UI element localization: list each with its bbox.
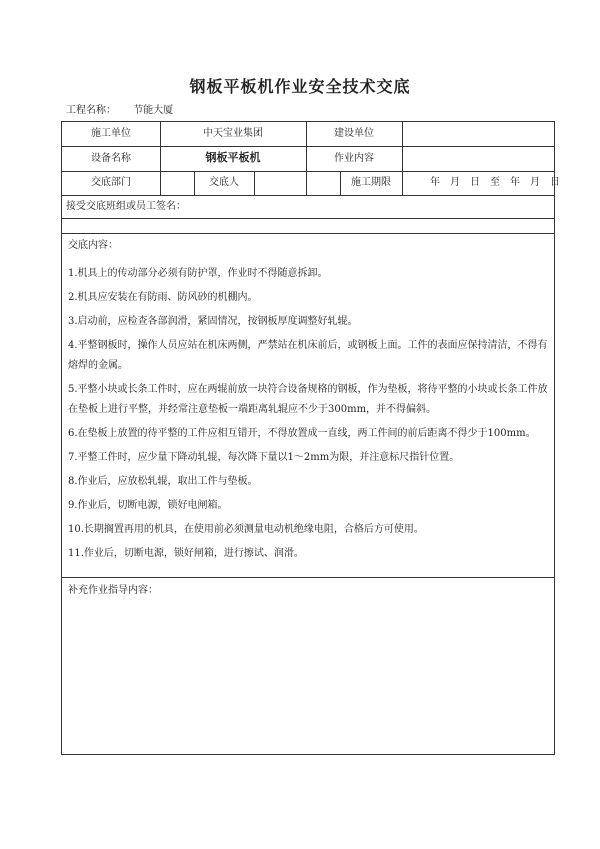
period-char: 年	[510, 177, 520, 188]
handover-content-label: 交底内容：	[68, 240, 118, 251]
construction-unit-value: 中天宝业集团	[203, 128, 263, 139]
receivers-signature-label: 接受交底班组或员工签名：	[66, 201, 186, 212]
project-name-value: 节能大厦	[133, 105, 174, 116]
row-divider	[62, 146, 554, 147]
col-divider	[160, 171, 161, 195]
construction-period-dates	[430, 177, 560, 189]
list-item: 1.机具上的传动部分必须有防护罩，作业时不得随意拆卸。	[68, 268, 328, 279]
row-divider	[62, 171, 554, 172]
supplement-guidance-label: 补充作业指导内容：	[68, 585, 158, 596]
list-item: 4.平整钢板时，操作人员应站在机床两侧，严禁站在机床前后，或钢板上面。工件的表面应保持清洁，不得有熔焊的金属。	[68, 340, 548, 371]
list-item: 2.机具应安装在有防雨、防风砂的机棚内。	[68, 292, 258, 303]
row-divider	[62, 233, 554, 234]
project-name-label: 工程名称：	[66, 105, 116, 116]
construction-period-label: 施工期限	[351, 177, 391, 188]
project-name-line	[66, 101, 173, 116]
list-item: 5.平整小块或长条工件时，应在两辊前放一块符合设备规格的钢板，作为垫板，将待平整的小块或长条工件放在垫板上进行平整，并经常注意垫板一端距离轧辊应不少于300mm，并不得偏斜。	[68, 384, 548, 415]
list-item: 7.平整工件时，应少量下降动轧辊，每次降下量以1～2mm为限，并注意标尺指针位置。	[68, 452, 460, 463]
period-char: 至	[490, 177, 500, 188]
equipment-name-value: 钢板平板机	[205, 151, 261, 164]
list-item: 3.启动前，应检查各部润滑，紧固情况，按钢板厚度调整好轧辊。	[68, 316, 358, 327]
handover-content-list	[68, 264, 550, 568]
builder-unit-label: 建设单位	[334, 128, 374, 139]
row-divider	[62, 218, 554, 219]
list-item: 11.作业后，切断电源，锁好闸箱，进行擦试、润滑。	[68, 548, 304, 559]
equipment-name-label: 设备名称	[91, 153, 131, 164]
handover-dept-label: 交底部门	[91, 177, 131, 188]
period-char: 月	[530, 177, 540, 188]
period-char: 日	[470, 177, 480, 188]
row-divider	[62, 577, 554, 578]
construction-unit-label: 施工单位	[91, 128, 131, 139]
col-divider	[254, 171, 255, 195]
list-item: 10.长期搁置再用的机具，在使用前必须测量电动机绝缘电阻，合格后方可使用。	[68, 524, 424, 535]
document-title: 钢板平板机作业安全技术交底	[189, 77, 411, 96]
list-item: 8.作业后，应放松轧辊，取出工件与垫板。	[68, 476, 258, 487]
period-char: 日	[550, 177, 560, 188]
list-item: 9.作业后，切断电源，锁好电闸箱。	[68, 500, 228, 511]
period-char: 年	[430, 177, 440, 188]
row-divider	[62, 195, 554, 196]
period-char: 月	[450, 177, 460, 188]
work-content-label: 作业内容	[334, 153, 374, 164]
handover-person-label: 交底人	[209, 177, 239, 188]
handover-form-table	[61, 121, 560, 755]
list-item: 6.在垫板上放置的待平整的工件应相互错开，不得放置成一直线，两工件间的前后距离不得少于100mm。	[68, 428, 536, 439]
col-divider	[402, 122, 403, 195]
